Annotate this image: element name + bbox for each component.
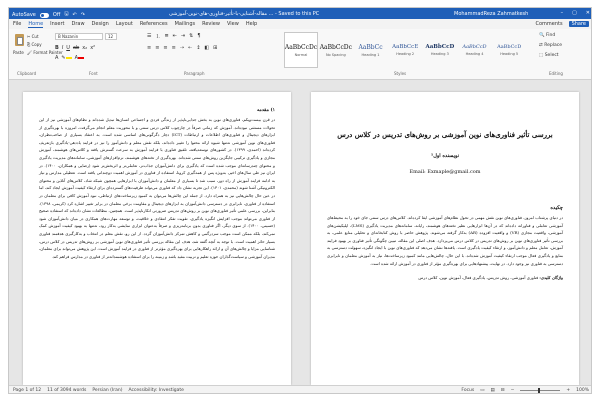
styles-group-label: Styles: [394, 71, 407, 76]
redo-icon[interactable]: ↷: [80, 12, 85, 18]
word-count[interactable]: 11 of 3094 words: [47, 388, 87, 393]
tab-references[interactable]: References: [139, 21, 168, 27]
style-preview: AaBbCcD: [497, 44, 522, 50]
style-preview: AaBbCc: [358, 43, 383, 51]
style-heading-3[interactable]: [423, 32, 457, 68]
style-preview: AaBbCcD: [462, 44, 487, 50]
font-group-label: Font: [89, 71, 98, 76]
tab-insert[interactable]: Insert: [50, 21, 65, 27]
bold-button[interactable]: B: [55, 45, 59, 51]
tab-view[interactable]: View: [226, 21, 239, 27]
style-preview: AaBbCcDc: [284, 43, 318, 51]
style-name: Heading 5: [500, 52, 519, 56]
font-group: [55, 33, 141, 73]
zoom-in-icon[interactable]: +: [566, 388, 571, 393]
tab-layout[interactable]: Layout: [115, 21, 133, 27]
format-painter-button[interactable]: 🖌 Format Painter: [27, 50, 63, 55]
multilevel-list-icon[interactable]: ≣: [164, 33, 169, 39]
paste-button[interactable]: Paste: [13, 50, 24, 55]
read-mode-icon[interactable]: ▭: [480, 388, 485, 393]
clipboard-group: [13, 33, 63, 73]
copy-button[interactable]: ⎘ Copy: [27, 42, 42, 47]
author-name[interactable]: نویسنده اول¹: [431, 153, 459, 159]
paragraph-group: [147, 33, 237, 73]
share-button[interactable]: Share: [569, 21, 589, 27]
increase-indent-icon[interactable]: ⇥: [180, 33, 186, 39]
tab-file[interactable]: File: [13, 21, 22, 27]
print-layout-icon[interactable]: ▤: [490, 388, 495, 393]
zoom-level[interactable]: 100%: [576, 388, 589, 393]
zoom-out-icon[interactable]: −: [510, 388, 515, 393]
borders-icon[interactable]: ⊞: [213, 45, 218, 51]
style-normal[interactable]: [284, 32, 318, 68]
keywords-label: واژگان کلیدی:: [539, 275, 563, 281]
clipboard-group-label: Clipboard: [17, 71, 37, 76]
replace-button[interactable]: ⇄ Replace: [539, 43, 563, 48]
highlight-button[interactable]: ✎: [61, 55, 71, 61]
style-preview: AaBbCcE: [392, 44, 419, 50]
line-spacing-icon[interactable]: ↕: [196, 45, 201, 51]
section-heading-introduction: ۱) مقدمه: [257, 108, 275, 113]
undo-icon[interactable]: ↶: [72, 12, 77, 18]
abstract-body[interactable]: در دنیای پرشتاب امروز، فناوری‌های نوین نقش مهمی در تحول نظام‌های آموزشی ایفا کرده‌اند. کلاس‌های درس سنتی جای خود را به محیط‌های آموزشی تعاملی و فناورانه داده‌اند که در آن‌ها ابزارهایی نظیر تخته‌های هوشمند، رایانه، سامانه‌های مدیریت یادگیری (LMS)، اپلیکیشن‌های آموزشی، واقعیت مجازی (VR) و واقعیت افزوده (AR) به‌کار گرفته می‌شوند. پژوهش حاضر با روش کتابخانه‌ای و تحلیلی منابع علمی، به بررسی تأثیر فناوری‌های نوین بر روش‌های تدریس در کلاس درس می‌پردازد. هدف اصلی این مقاله، تبیین چگونگی تأثیر فناوری بر بهبود فرایند آموزش، تعامل معلم و دانش‌آموز، و ارتقاء کیفیت یادگیری است. یافته‌ها نشان می‌دهد که فناوری‌های نوین با ایجاد انگیزه، سهولت دسترسی به منابع و یادگیری فعال موجب ارتقاء کیفیت آموزش شده‌اند. با این حال، چالش‌هایی مانند کمبود زیرساخت‌ها، نیاز به آموزش معلمان و نابرابری دسترسی به فناوری نیز وجود دارد. در نهایت، پیشنهادهایی برای بهره‌گیری مؤثر از فناوری در آموزش ارائه شده است.: [327, 215, 563, 266]
tab-draw[interactable]: Draw: [71, 21, 85, 27]
decrease-indent-icon[interactable]: ⇤: [172, 33, 177, 39]
autosave-toggle[interactable]: [40, 13, 49, 18]
style-preview: AaBbCcDc: [319, 43, 352, 51]
sort-icon[interactable]: ⇅: [189, 33, 194, 39]
status-bar: [9, 385, 592, 394]
styles-gallery: [284, 32, 526, 68]
align-right-icon[interactable]: ≡: [163, 45, 168, 51]
language-indicator[interactable]: Persian (Iran): [92, 388, 123, 393]
editing-group-label: Editing: [549, 71, 563, 76]
ribbon-tabs: [9, 19, 592, 29]
comments-button[interactable]: Comments: [535, 21, 563, 27]
style-heading-5[interactable]: [492, 32, 526, 68]
align-left-icon[interactable]: ≡: [147, 45, 152, 51]
zoom-slider[interactable]: [520, 390, 560, 391]
subscript-button[interactable]: x₂: [82, 45, 88, 51]
ribbon: [9, 29, 592, 80]
style-name: No Spacing: [325, 52, 346, 57]
style-name: Heading 3: [430, 52, 449, 56]
superscript-button[interactable]: x²: [90, 45, 96, 51]
autosave-state: Off: [52, 12, 61, 18]
page-2[interactable]: [23, 92, 291, 385]
focus-button[interactable]: Focus: [461, 388, 475, 393]
style-heading-4[interactable]: [458, 32, 492, 68]
save-icon[interactable]: 🖫: [64, 11, 69, 17]
find-button[interactable]: 🔍 Find: [539, 33, 556, 38]
tab-mailings[interactable]: Mailings: [174, 21, 196, 27]
numbering-icon[interactable]: ⒈: [155, 34, 161, 40]
word-window: [8, 7, 592, 394]
style-name: Heading 2: [396, 52, 415, 56]
tab-help[interactable]: Help: [245, 21, 258, 27]
style-preview: AaBbCcD: [425, 44, 455, 50]
keywords-text: فناوری آموزشی، روش تدریس، یادگیری فعال، آموزش نوین، کلاس درس: [418, 275, 539, 281]
rtl-icon[interactable]: ⇠: [188, 45, 193, 51]
document-area[interactable]: [9, 80, 592, 385]
editing-group: [539, 33, 589, 63]
select-button[interactable]: ⬚ Select: [539, 53, 559, 58]
shading-icon[interactable]: ◧: [204, 45, 210, 51]
introduction-body[interactable]: در قرن بیست‌ویکم، فناوری‌های نوین به بخش جدایی‌ناپذیر از زندگی فردی و اجتماعی انسان‌ها تبدیل شده‌اند و نظام‌های آموزشی نیز از این تحولات مستثنی نبوده‌اند. آموزش که زمانی صرفاً در چارچوب کلاس درس سنتی و با محوریت معلم انجام می‌گرفت، امروزه با بهره‌گیری از ابزارهای دیجیتال و فناوری‌های اطلاعات و ارتباطات (ICT) دچار دگرگونی‌های اساسی شده است. به اعتقاد بسیاری از صاحب‌نظران، فناوری‌های نوین آموزشی نه‌تنها شیوه ارائه محتوا را تغییر داده‌اند، بلکه نقش معلم و دانش‌آموز را نیز در فرایند یاددهی-یادگیری بازتعریف کرده‌اند (احمدی، ۱۳۹۹). در کشورهای توسعه‌یافته، تلفیق فناوری با فرایند آموزش به سرعت گسترش یافته و کلاس‌های هوشمند، آموزش مجازی و یادگیری ترکیبی جایگزین روش‌های سنتی شده‌اند. بهره‌گیری از تخته‌های هوشمند، نرم‌افزارهای آموزشی، سامانه‌های مدیریت یادگیری و محتوای چندرسانه‌ای موجب شده است که یادگیری برای دانش‌آموزان جذاب‌تر، تعاملی‌تر و اثربخش‌تر شود (رضایی و همکاران، ۱۴۰۰). در ایران نیز طی سال‌های اخیر، به‌ویژه پس از همه‌گیری کرونا، استفاده از فناوری در آموزش اهمیت دوچندانی یافته است. تعطیلی مدارس و نیاز به ادامه فرایند آموزش از راه دور، سبب شد تا بسیاری از معلمان و دانش‌آموزان با ابزارهایی همچون شبکه شاد، کلاس‌های آنلاین و محتوای الکترونیکی آشنا شوند (محمدی، ۱۴۰۱). این تجربه نشان داد که فناوری می‌تواند ظرفیت‌های گسترده‌ای برای ارتقاء کیفیت آموزش ایجاد کند، اما در عین حال چالش‌هایی نیز به همراه دارد. از جمله این چالش‌ها می‌توان به کمبود زیرساخت‌های ارتباطی، نبود آموزش کافی برای معلمان در استفاده از فناوری، نابرابری در دسترسی دانش‌آموزان به ابزارهای دیجیتال و مقاومت برخی معلمان در برابر تغییر اشاره کرد (کریمی، ۱۳۹۸). بنابراین، بررسی علمی تأثیر فناوری‌های نوین بر روش‌های تدریس ضرورتی انکارناپذیر است. همچنین، مطالعات نشان داده‌اند که استفاده صحیح از فناوری می‌تواند موجب افزایش انگیزه یادگیری، تقویت تفکر انتقادی و خلاقیت، و توسعه مهارت‌های همکاری در میان دانش‌آموزان شود (حسینی، ۱۴۰۰). از سوی دیگر، اگر فناوری بدون برنامه‌ریزی و صرفاً به‌عنوان ابزاری نمایشی به‌کار رود، نه‌تنها به بهبود کیفیت آموزش کمک نمی‌کند، بلکه ممکن است موجب سردرگمی و کاهش تمرکز دانش‌آموزان گردد. از این رو، نقش معلم در انتخاب و به‌کارگیری هدفمند فناوری بسیار حائز اهمیت است. با توجه به آنچه گفته شد، هدف این مقاله بررسی تأثیر فناوری‌های نوین آموزشی بر روش‌های تدریس در کلاس درس، شناسایی مزایا و چالش‌های آن و ارائه راهکارهایی برای بهره‌گیری مؤثرتر از فناوری در فرایند آموزش است. این پژوهش می‌تواند برای معلمان، مدیران آموزشی و سیاست‌گذاران حوزه تعلیم و تربیت مفید باشد و زمینه را برای استفاده هوشمندانه‌تر از فناوری در مدارس فراهم کند.: [39, 117, 276, 259]
maximize-icon[interactable]: ▢: [572, 10, 577, 16]
bullets-icon[interactable]: ☰: [147, 33, 152, 39]
style-heading-2[interactable]: [388, 32, 422, 68]
ltr-icon[interactable]: ⇢: [179, 45, 185, 51]
font-name-select[interactable]: B Nazanin: [55, 33, 103, 40]
style-name: Heading 1: [361, 52, 380, 57]
strikethrough-button[interactable]: ab: [72, 45, 80, 51]
font-color-button[interactable]: A: [75, 55, 84, 61]
paragraph-group-label: Paragraph: [184, 71, 205, 76]
author-email[interactable]: Email: Exmaple@gmail.com: [409, 169, 481, 175]
user-name[interactable]: MohammadReza Zahmatkesh: [454, 11, 529, 17]
accessibility-status[interactable]: Accessibility: Investigate: [128, 388, 184, 393]
paste-icon[interactable]: [13, 33, 25, 49]
text-effects-button[interactable]: A: [55, 55, 59, 61]
show-marks-icon[interactable]: ¶: [197, 33, 201, 39]
italic-button[interactable]: I: [61, 45, 64, 51]
close-icon[interactable]: ✕: [585, 10, 590, 16]
document-title: مقاله-آشنایی-با-تأثیر-فناوری-های-نوین-آموزشی ... - Saved to this PC: [169, 11, 320, 17]
abstract-heading: چکیده: [550, 205, 563, 211]
style-no-spacing[interactable]: [319, 32, 353, 68]
tab-review[interactable]: Review: [202, 21, 220, 27]
title-bar: [9, 8, 592, 19]
justify-icon[interactable]: ≡: [171, 45, 176, 51]
page-1[interactable]: [311, 92, 579, 385]
tab-home[interactable]: Home: [28, 21, 44, 27]
style-heading-1[interactable]: [354, 32, 388, 68]
cut-button[interactable]: ✂ Cut: [27, 34, 39, 39]
style-name: Heading 4: [465, 52, 484, 56]
tab-design[interactable]: Design: [91, 21, 109, 27]
paper-title[interactable]: بررسی تأثیر فناوری‌های نوین آموزشی بر روش‌های تدریس در کلاس درس: [337, 130, 553, 139]
keywords-line[interactable]: [327, 275, 563, 280]
page-count[interactable]: Page 1 of 12: [13, 388, 42, 393]
font-size-select[interactable]: 12: [105, 33, 117, 40]
autosave-label: AutoSave: [12, 12, 36, 18]
minimize-icon[interactable]: –: [560, 10, 564, 16]
underline-button[interactable]: U: [66, 45, 70, 51]
align-center-icon[interactable]: ≡: [155, 45, 160, 51]
style-name: Normal: [294, 52, 308, 57]
web-layout-icon[interactable]: ⊟: [500, 388, 505, 393]
